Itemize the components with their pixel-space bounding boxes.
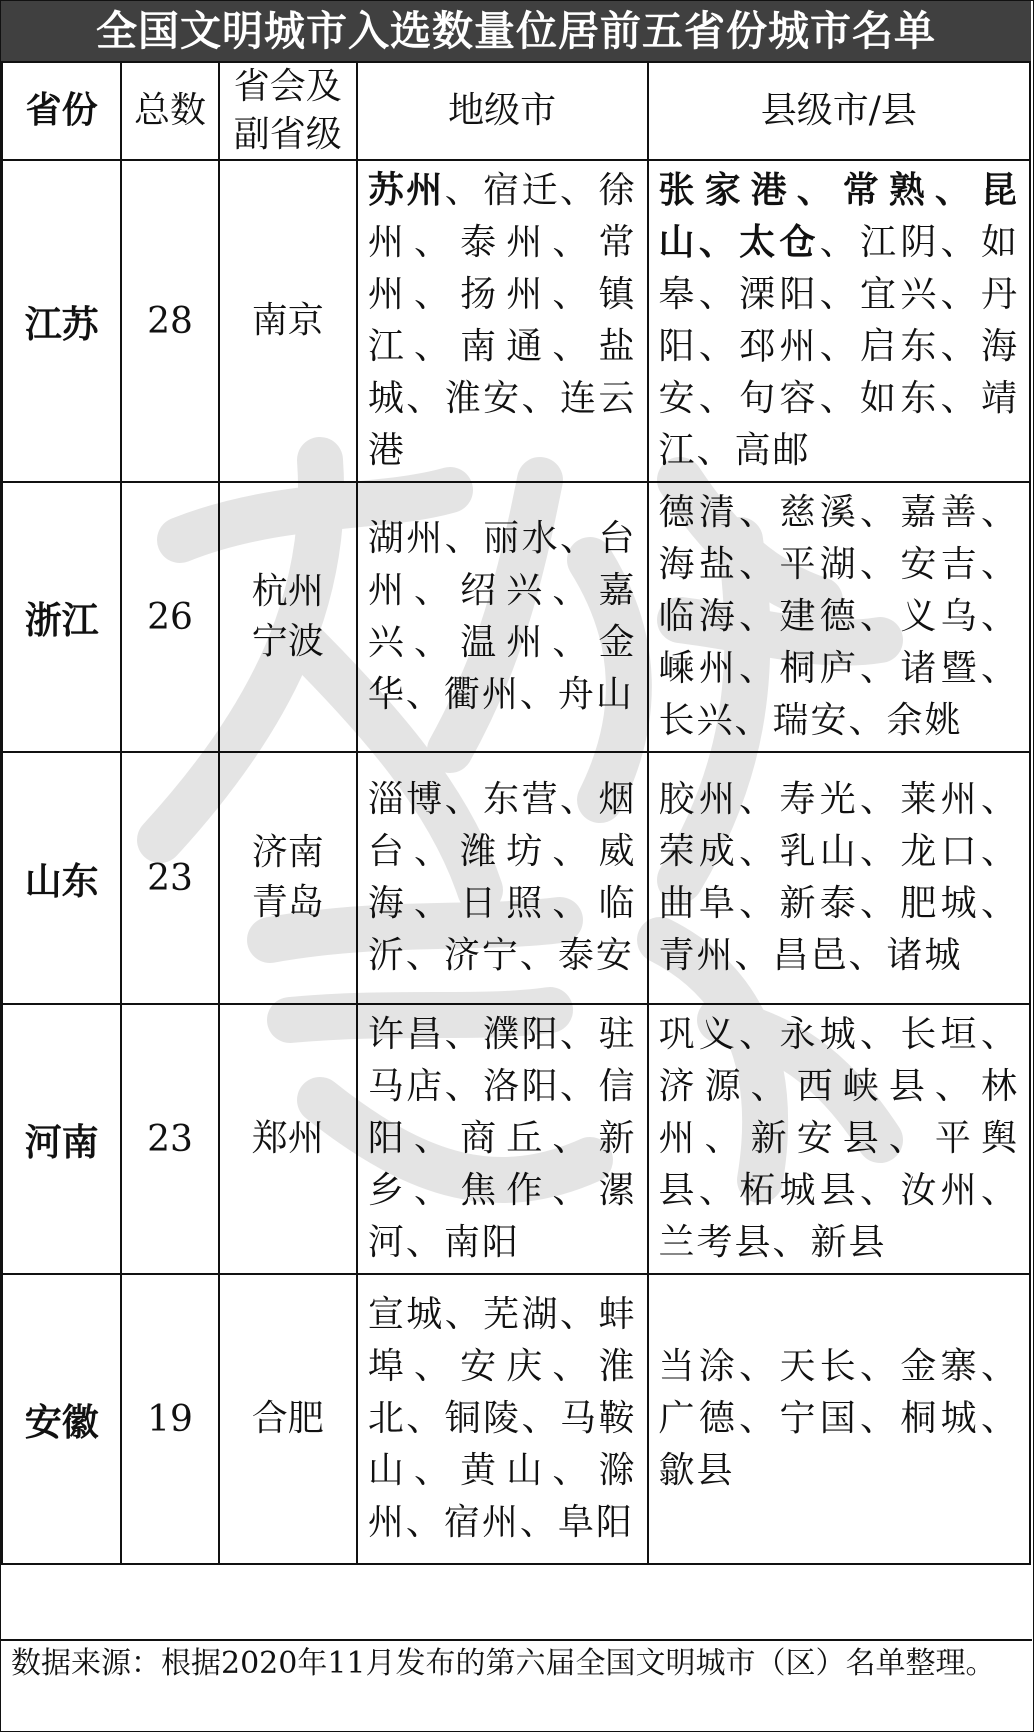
county-cell bbox=[648, 1004, 1030, 1274]
total-cell: 23 bbox=[121, 1004, 218, 1274]
county-list: 德清、慈溪、嘉善、海盐、平湖、安吉、临海、建德、义乌、嵊州、桐庐、诸暨、长兴、瑞安、余姚 bbox=[658, 492, 1019, 741]
prefecture-cell bbox=[357, 482, 648, 752]
county-list: 、江阴、如皋、溧阳、宜兴、丹阳、邳州、启东、海安、句容、如东、靖江、高邮 bbox=[658, 222, 1019, 471]
province-cell: 山东 bbox=[2, 752, 121, 1004]
header-province: 省份 bbox=[2, 62, 121, 160]
prefecture-cell bbox=[357, 160, 648, 482]
county-list: 当涂、天长、金寨、广德、宁国、桐城、歙县 bbox=[658, 1346, 1019, 1491]
prefecture-list: 淄博、东营、烟台、潍坊、威海、日照、临沂、济宁、泰安 bbox=[367, 779, 637, 976]
prefecture-list: 湖州、丽水、台州、绍兴、嘉兴、温州、金华、衢州、舟山 bbox=[367, 518, 637, 715]
capital-cell: 济南 青岛 bbox=[219, 752, 357, 1004]
county-cell bbox=[648, 160, 1030, 482]
province-cell: 浙江 bbox=[2, 482, 121, 752]
county-list: 巩义、永城、长垣、济源、西峡县、林州、新安县、平舆县、柘城县、汝州、兰考县、新县 bbox=[658, 1014, 1019, 1263]
county-cell bbox=[648, 752, 1030, 1004]
capital-cell: 郑州 bbox=[219, 1004, 357, 1274]
header-capital: 省会及副省级 bbox=[219, 62, 357, 160]
province-cell: 河南 bbox=[2, 1004, 121, 1274]
table-row bbox=[2, 1274, 1030, 1564]
city-table bbox=[1, 61, 1031, 1565]
total-cell: 28 bbox=[121, 160, 218, 482]
table-row bbox=[2, 1004, 1030, 1274]
county-cell bbox=[648, 1274, 1030, 1564]
prefecture-cell bbox=[357, 1274, 648, 1564]
capital-cell: 合肥 bbox=[219, 1274, 357, 1564]
prefecture-cell bbox=[357, 752, 648, 1004]
header-prefecture: 地级市 bbox=[357, 62, 648, 160]
table-row bbox=[2, 160, 1030, 482]
county-list: 胶州、寿光、莱州、荣成、乳山、龙口、曲阜、新泰、肥城、青州、昌邑、诸城 bbox=[658, 779, 1019, 976]
header-county: 县级市/县 bbox=[648, 62, 1030, 160]
prefecture-list: 宣城、芜湖、蚌埠、安庆、淮北、铜陵、马鞍山、黄山、滁州、宿州、阜阳 bbox=[367, 1294, 637, 1543]
total-cell: 23 bbox=[121, 752, 218, 1004]
prefecture-list: 、宿迁、徐州、泰州、常州、扬州、镇江、南通、盐城、淮安、连云港 bbox=[367, 170, 637, 471]
source-note: 数据来源：根据2020年11月发布的第六届全国文明城市（区）名单整理。 bbox=[11, 1646, 996, 1681]
capital-cell: 杭州 宁波 bbox=[219, 482, 357, 752]
table-row bbox=[2, 482, 1030, 752]
total-cell: 19 bbox=[121, 1274, 218, 1564]
header-row bbox=[2, 62, 1030, 160]
capital-cell: 南京 bbox=[219, 160, 357, 482]
prefecture-cell bbox=[357, 1004, 648, 1274]
table-row bbox=[2, 752, 1030, 1004]
province-cell: 安徽 bbox=[2, 1274, 121, 1564]
table-title: 全国文明城市入选数量位居前五省份城市名单 bbox=[1, 1, 1031, 61]
header-total: 总数 bbox=[121, 62, 218, 160]
prefecture-list: 许昌、濮阳、驻马店、洛阳、信阳、商丘、新乡、焦作、漯河、南阳 bbox=[367, 1014, 637, 1263]
total-cell: 26 bbox=[121, 482, 218, 752]
province-cell: 江苏 bbox=[2, 160, 121, 482]
prefecture-bold: 苏州 bbox=[367, 170, 445, 211]
county-bold: 张家港、常熟、昆山、太仓 bbox=[658, 170, 1019, 263]
county-cell bbox=[648, 482, 1030, 752]
